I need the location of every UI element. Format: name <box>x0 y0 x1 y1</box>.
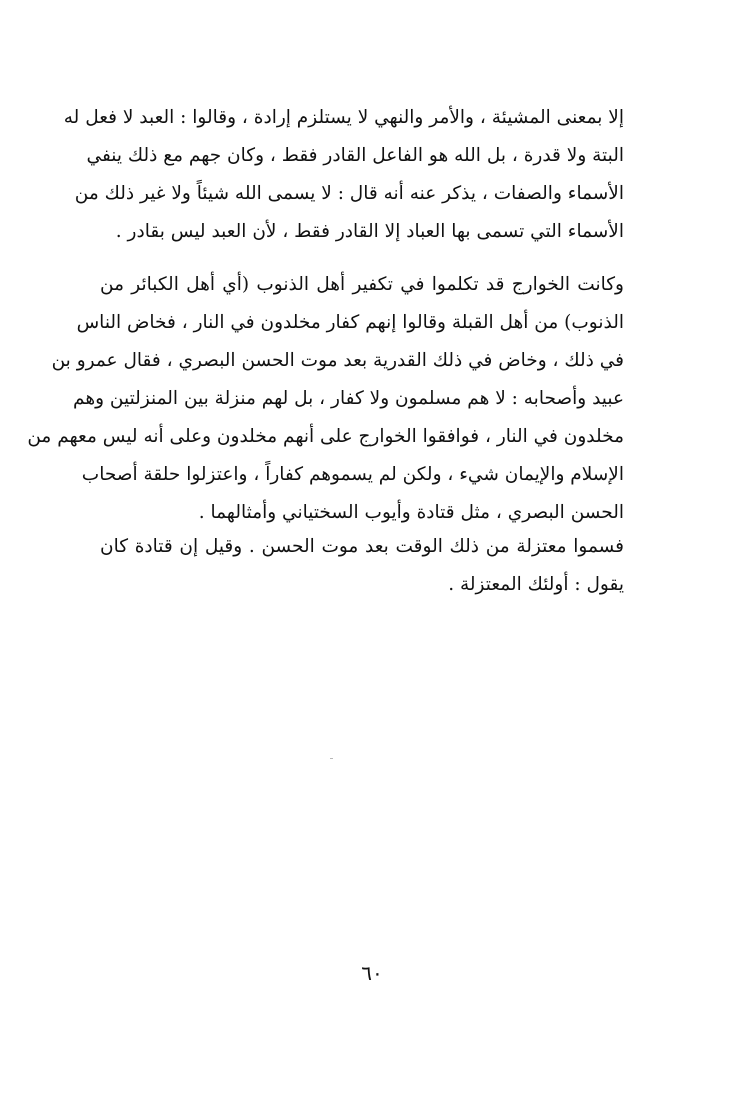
text-line: الإسلام والإيمان شيء ، ولكن لم يسموهم كفاراً ، واعتزلوا حلقة أصحاب <box>81 464 624 485</box>
text-line: في ذلك ، وخاض في ذلك القدرية بعد موت الحسن البصري ، فقال عمرو بن <box>51 350 624 371</box>
text-line: مخلدون في النار ، فوافقوا الخوارج على أنهم مخلدون وعلى أنه ليس معهم من <box>27 426 624 447</box>
scan-speck <box>330 758 333 759</box>
text-line: وكانت الخوارج قد تكلموا في تكفير أهل الذنوب (أي أهل الكبائر من <box>100 274 624 295</box>
text-line: الأسماء التي تسمى بها العباد إلا القادر فقط ، لأن العبد ليس بقادر . <box>115 221 624 242</box>
text-line: الأسماء والصفات ، يذكر عنه أنه قال : لا يسمى الله شيئاً ولا غير ذلك من <box>74 183 624 204</box>
text-line: الحسن البصري ، مثل قتادة وأيوب السختياني وأمثالهما . <box>198 502 624 523</box>
text-line: يقول : أولئك المعتزلة . <box>448 574 624 595</box>
text-line: الذنوب) من أهل القبلة وقالوا إنهم كفار مخلدون في النار ، فخاض الناس <box>76 312 624 333</box>
paragraph-3 <box>100 528 624 604</box>
text-line: البتة ولا قدرة ، بل الله هو الفاعل القادر فقط ، وكان جهم مع ذلك ينفي <box>86 145 624 166</box>
text-line: فسموا معتزلة من ذلك الوقت بعد موت الحسن . وقيل إن قتادة كان <box>100 536 624 557</box>
text-line: إلا بمعنى المشيئة ، والأمر والنهي لا يستلزم إرادة ، وقالوا : العبد لا فعل له <box>63 107 624 128</box>
text-line: عبيد وأصحابه : لا هم مسلمون ولا كفار ، بل لهم منزلة بين المنزلتين وهم <box>73 388 624 409</box>
paragraph-2 <box>27 266 624 532</box>
paragraph-1 <box>63 99 624 251</box>
page-number: ٦٠ <box>361 961 383 985</box>
